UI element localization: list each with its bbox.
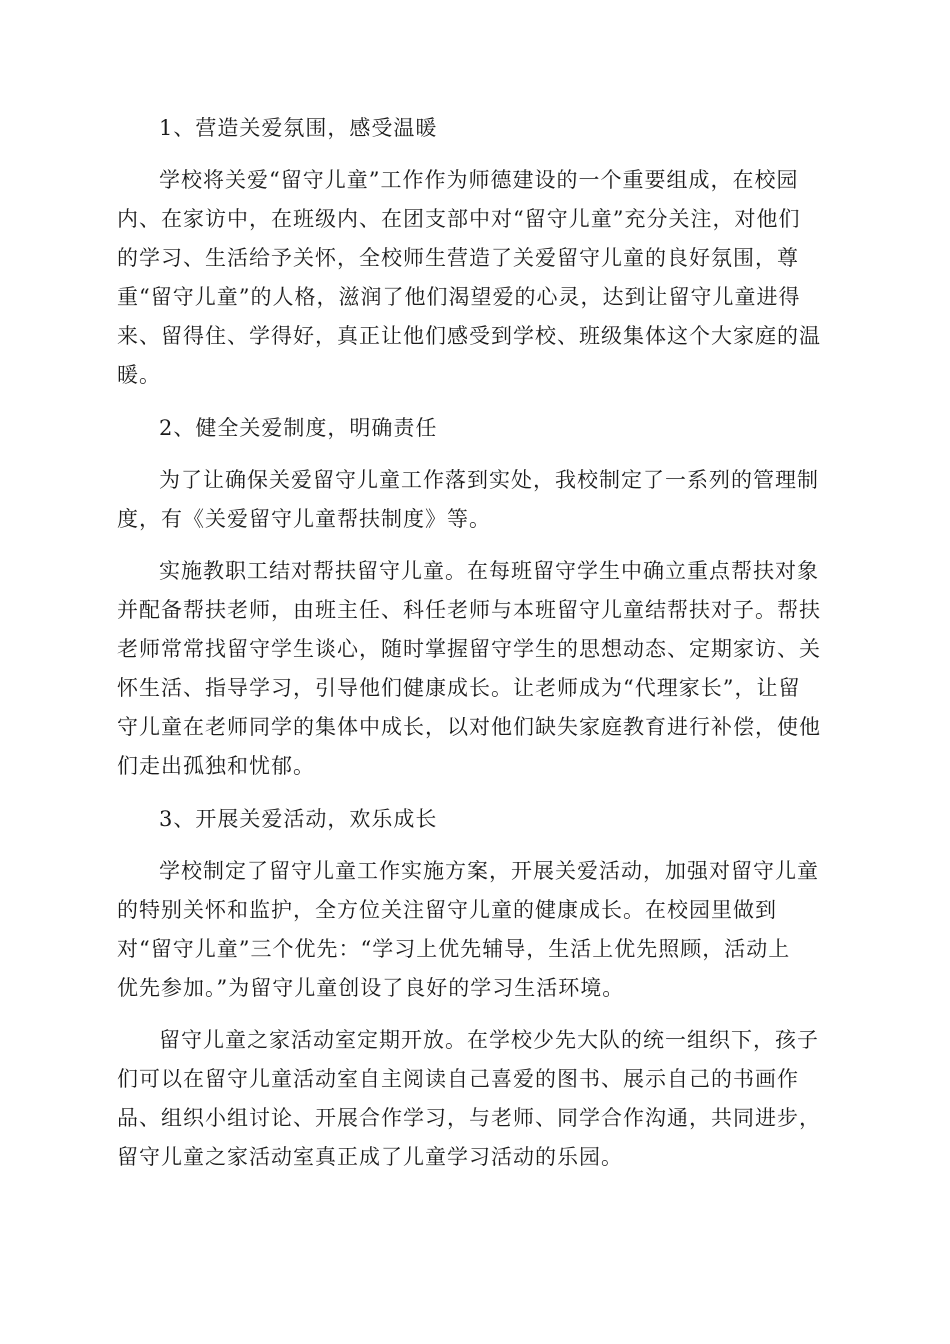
paragraph [117,1021,835,1177]
paragraph-line: 品、组织小组讨论、开展合作学习，与老师、同学合作沟通，共同进步， [117,1106,821,1130]
section-2 [117,408,835,786]
paragraph-line: 的特别关怀和监护，全方位关注留守儿童的健康成长。在校园里做到 [117,898,777,922]
paragraph-line: 暖。 [117,363,161,387]
paragraph-line: 守儿童在老师同学的集体中成长，以对他们缺失家庭教育进行补偿，使他 [117,715,821,739]
paragraph-line: 留守儿童之家活动室定期开放。在学校少先大队的统一组织下，孩子 [159,1028,819,1052]
paragraph-line: 对“留守儿童”三个优先：“学习上优先辅导，生活上优先照顾，活动上 [117,937,791,961]
section-1 [117,108,835,395]
paragraph-line: 学校制定了留守儿童工作实施方案，开展关爱活动，加强对留守儿童 [159,859,819,883]
paragraph-line: 优先参加。”为留守儿童创设了良好的学习生活环境。 [117,976,625,1000]
paragraph-line: 来、留得住、学得好，真正让他们感受到学校、班级集体这个大家庭的温 [117,324,821,348]
paragraph [117,552,835,786]
paragraph-line: 学校将关爱“留守儿童”工作作为师德建设的一个重要组成，在校园 [159,168,799,192]
paragraph-line: 为了让确保关爱留守儿童工作落到实处，我校制定了一系列的管理制 [159,468,819,492]
paragraph [117,461,835,539]
document-body [117,108,835,1190]
paragraph-line: 并配备帮扶老师，由班主任、科任老师与本班留守儿童结帮扶对子。帮扶 [117,598,821,622]
paragraph [117,852,835,1008]
paragraph [117,161,835,395]
section-heading: 2、健全关爱制度，明确责任 [159,416,438,440]
section-3 [117,799,835,1177]
paragraph-line: 老师常常找留守学生谈心，随时掌握留守学生的思想动态、定期家访、关 [117,637,821,661]
paragraph-line: 们走出孤独和忧郁。 [117,754,315,778]
paragraph-line: 怀生活、指导学习，引导他们健康成长。让老师成为“代理家长”，让留 [117,676,801,700]
paragraph-line: 度，有《关爱留守儿童帮扶制度》等。 [117,507,491,531]
paragraph-line: 重“留守儿童”的人格，滋润了他们渴望爱的心灵，达到让留守儿童进得 [117,285,801,309]
paragraph-line: 留守儿童之家活动室真正成了儿童学习活动的乐园。 [117,1145,623,1169]
paragraph-line: 实施教职工结对帮扶留守儿童。在每班留守学生中确立重点帮扶对象 [159,559,819,583]
section-heading: 1、营造关爱氛围，感受温暖 [159,116,438,140]
paragraph-line: 们可以在留守儿童活动室自主阅读自己喜爱的图书、展示自己的书画作 [117,1067,799,1091]
paragraph-line: 的学习、生活给予关怀，全校师生营造了关爱留守儿童的良好氛围，尊 [117,246,799,270]
section-heading: 3、开展关爱活动，欢乐成长 [159,807,438,831]
paragraph-line: 内、在家访中，在班级内、在团支部中对“留守儿童”充分关注，对他们 [117,207,801,231]
